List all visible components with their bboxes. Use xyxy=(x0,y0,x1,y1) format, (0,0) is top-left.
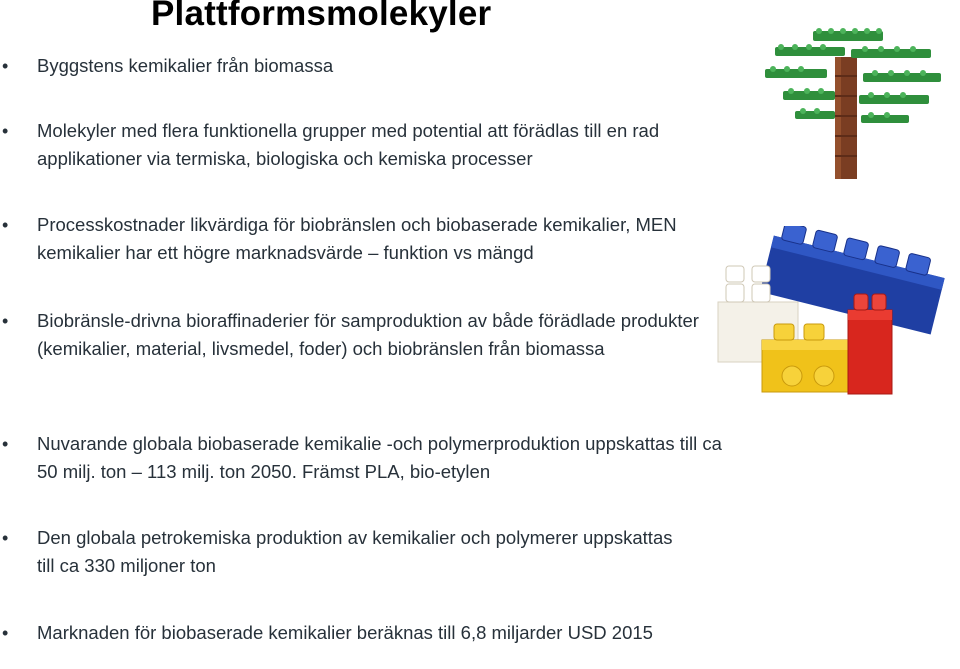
bullet-dot: • xyxy=(2,56,9,76)
bullet-text: Den globala petrokemiska produktion av kemikalier och polymerer uppskattas till ca 330 miljoner ton xyxy=(37,527,673,576)
bullet-dot: • xyxy=(2,434,9,454)
bullet-text: Processkostnader likvärdiga för biobränslen och biobaserade kemikalier, MEN kemikalier har ett högre marknadsvärde – funktion vs mängd xyxy=(37,214,677,263)
lego-bricks-icon xyxy=(712,226,960,406)
bullet-text: Nuvarande globala biobaserade kemikalie -och polymerproduktion uppskattas till ca 50 milj. ton – 113 milj. ton 2050. Främst PLA, bio-etylen xyxy=(37,433,722,482)
bullet-dot: • xyxy=(2,311,9,331)
bullet-text: Biobränsle-drivna bioraffinaderier för samproduktion av både förädlade produkter (kemikalier, material, livsmedel, foder) och biobränslen från biomassa xyxy=(37,310,699,359)
bullet-dot: • xyxy=(2,528,9,548)
slide-title: Plattformsmolekyler xyxy=(151,0,492,33)
bullet-text: Marknaden för biobaserade kemikalier beräknas till 6,8 miljarder USD 2015 xyxy=(37,622,653,643)
lego-tree-icon xyxy=(755,25,955,185)
bullet-dot: • xyxy=(2,121,9,141)
bullet-text: Byggstens kemikalier från biomassa xyxy=(37,55,334,76)
bullet-dot: • xyxy=(2,215,9,235)
bullet-text: Molekyler med flera funktionella grupper med potential att förädlas till en rad applikationer via termiska, biologiska och kemiska processer xyxy=(37,120,660,169)
bullet-dot: • xyxy=(2,623,9,643)
